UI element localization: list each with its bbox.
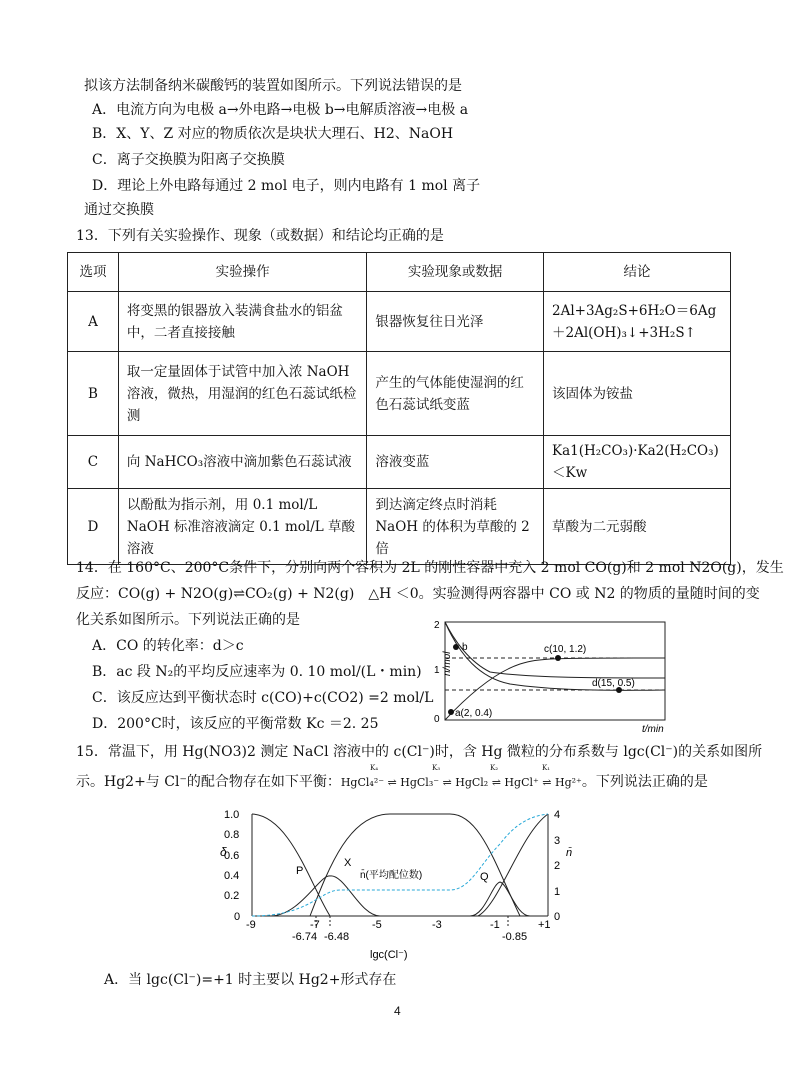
row-conclusion: 草酸为二元弱酸: [543, 489, 730, 565]
row-phenomenon: 到达滴定终点时消耗 NaOH 的体积为草酸的 2 倍: [367, 489, 544, 565]
label-q: Q: [480, 871, 489, 883]
row-option: D: [68, 489, 119, 565]
row-option: C: [68, 436, 119, 489]
q14-option-c: C．该反应达到平衡状态时 c(CO)+c(CO2) =2 mol/L: [92, 690, 434, 706]
q14-option-b: B．ac 段 N₂的平均反应速率为 0. 10 mol/(L・min): [92, 664, 422, 680]
q12-option-b: B．X、Y、Z 对应的物质依次是块状大理石、H2、NaOH: [92, 126, 454, 142]
q14-label-c: c(10, 1.2): [544, 644, 587, 655]
delta-tick: 0.4: [224, 870, 240, 882]
q14-ytick: 1: [434, 665, 440, 676]
table-row: [68, 352, 731, 436]
q14-label-a: a(2, 0.4): [455, 708, 493, 719]
legend-nbar: n̄(平均配位数): [360, 870, 423, 881]
curve-hg2: [252, 814, 330, 916]
row-conclusion: 2Al+3Ag₂S+6H₂O＝6Ag ＋2Al(OH)₃↓+3H₂S↑: [543, 292, 730, 352]
label-x: X: [344, 857, 352, 869]
q15-line2-text: 示。Hg2+与 Cl⁻的配合物存在如下平衡：: [76, 774, 341, 790]
x-extra: -0.85: [502, 931, 528, 943]
row-phenomenon: 银器恢复往日光泽: [367, 292, 544, 352]
q14-graph: [420, 616, 670, 736]
q14-line2: 反应：CO(g) + N2O(g)⇌CO₂(g) + N2(g) △H ＜0。实验测得两容器中 CO 或 N2 的物质的量随时间的变: [76, 586, 760, 602]
q14-line1: 14．在 160°C、200°C条件下，分别向两个容积为 2L 的刚性容器中充入 2 mol CO(g)和 2 mol N2O(g)，发生: [76, 560, 784, 576]
q12-option-d: D．理论上外电路每通过 2 mol 电子，则内电路有 1 mol 离子: [92, 178, 481, 194]
header-operation: 实验操作: [118, 253, 366, 292]
delta-tick: 0.6: [224, 850, 240, 862]
q14-point-b: [453, 644, 459, 650]
x-tick: -3: [432, 919, 442, 931]
header-option: 选项: [68, 253, 119, 292]
k-label: K₄: [370, 764, 379, 772]
curve-hgcl2: [310, 814, 520, 916]
q12-intro: 拟该方法制备纳米碳酸钙的装置如图所示。下列说法错误的是: [84, 78, 462, 94]
q15-option-a: A．当 lgc(Cl⁻)=+1 时主要以 Hg2+形式存在: [104, 972, 397, 988]
q14-point-a: [448, 709, 454, 715]
delta-tick: 0.2: [224, 890, 240, 902]
q12-option-c: C．离子交换膜为阳离子交换膜: [92, 152, 285, 168]
nbar-tick: 3: [554, 835, 561, 847]
x-tick: -9: [246, 919, 256, 931]
header-phenomenon: 实验现象或数据: [367, 253, 544, 292]
q14-option-d: D．200°C时，该反应的平衡常数 Kc ＝2. 25: [92, 716, 379, 732]
q14-option-a: A．CO 的转化率：d＞c: [92, 638, 244, 654]
table-row: [68, 489, 731, 565]
x-tick: -5: [372, 919, 382, 931]
q13-stem: 13．下列有关实验操作、现象（或数据）和结论均正确的是: [76, 228, 444, 244]
row-phenomenon: 溶液变蓝: [367, 436, 544, 489]
table-header-row: [68, 253, 731, 292]
q14-line3: 化关系如图所示。下列说法正确的是: [76, 612, 300, 628]
row-phenomenon: 产生的气体能使湿润的红色石蕊试纸变蓝: [367, 352, 544, 436]
row-option: A: [68, 292, 119, 352]
q15-equilibrium: HgCl₄²⁻ ⇌ HgCl₃⁻ ⇌ HgCl₂ ⇌ HgCl⁺ ⇌ Hg²⁺: [340, 776, 582, 789]
q15-line1: 15．常温下，用 Hg(NO3)2 测定 NaCl 溶液中的 c(Cl⁻)时，含 Hg 微粒的分布系数与 lgc(Cl⁻)的关系如图所: [76, 744, 763, 760]
row-option: B: [68, 352, 119, 436]
q13-table: [67, 252, 731, 565]
q15-line2-end: 。下列说法正确的是: [581, 774, 708, 790]
curve-hgcl-plus: [270, 876, 380, 916]
q14-ytick: 2: [434, 620, 440, 631]
q14-label-d: d(15, 0.5): [592, 678, 635, 689]
nbar-tick: 4: [554, 809, 561, 821]
x-extra: -6.74: [292, 931, 318, 943]
delta-label: δ: [220, 845, 227, 859]
row-conclusion: Ka1(H₂CO₃)·Ka2(H₂CO₃)＜Kw: [543, 436, 730, 489]
q14-ytick: 0: [434, 714, 440, 725]
q14-label-b: b: [462, 642, 468, 653]
delta-tick: 1.0: [224, 809, 240, 821]
q12-option-a: A．电流方向为电极 a→外电路→电极 b→电解质溶液→电极 a: [92, 102, 469, 118]
q14-xlabel: t/min: [642, 724, 664, 735]
row-conclusion: 该固体为铵盐: [543, 352, 730, 436]
k-label: K₃: [432, 764, 441, 772]
nbar-tick: 2: [554, 860, 561, 872]
q12-option-d-cont: 通过交换膜: [84, 202, 154, 218]
delta-tick: 0: [234, 911, 241, 923]
x-extra: -6.48: [324, 931, 350, 943]
q14-ylabel: n/mol: [442, 651, 453, 676]
table-row: [68, 292, 731, 352]
header-conclusion: 结论: [543, 253, 730, 292]
x-tick: -1: [490, 919, 500, 931]
page-number: 4: [394, 1004, 401, 1018]
q15-graph: [220, 804, 580, 964]
x-label: lgc(Cl⁻): [370, 949, 408, 961]
nbar-tick: 1: [554, 886, 561, 898]
q15-line2: [76, 772, 708, 793]
label-p: P: [296, 865, 304, 877]
delta-tick: 0.8: [224, 829, 240, 841]
nbar-tick: 0: [554, 911, 561, 923]
row-operation: 以酚酞为指示剂，用 0.1 mol/L NaOH 标准溶液滴定 0.1 mol/L 草酸溶液: [118, 489, 366, 565]
k-label: K₁: [542, 764, 551, 772]
k-label: K₂: [490, 764, 499, 772]
x-tick: -7: [310, 919, 320, 931]
nbar-label: n̄: [566, 847, 573, 859]
table-row: [68, 436, 731, 489]
row-operation: 将变黑的银器放入装满食盐水的铝盆中，二者直接接触: [118, 292, 366, 352]
x-tick: +1: [538, 919, 551, 931]
row-operation: 取一定量固体于试管中加入浓 NaOH 溶液，微热，用湿润的红色石蕊试纸检测: [118, 352, 366, 436]
q14-point-c: [555, 655, 561, 661]
row-operation: 向 NaHCO₃溶液中滴加紫色石蕊试液: [118, 436, 366, 489]
